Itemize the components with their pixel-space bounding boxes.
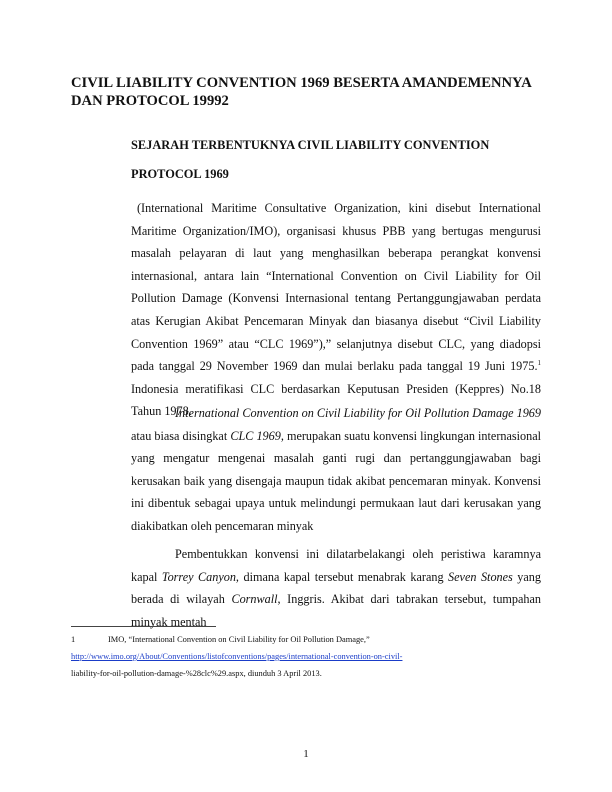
footnote-url-line bbox=[71, 648, 541, 665]
page-title: CIVIL LIABILITY CONVENTION 1969 BESERTA AMANDEMENNYA DAN PROTOCOL 19992 bbox=[71, 75, 531, 109]
paragraph-3-text-3: yang berada di wilayah bbox=[131, 569, 541, 607]
paragraph-2-text-1: atau biasa disingkat bbox=[131, 428, 231, 443]
paragraph-3-text-2: dimana kapal tersebut menabrak karang bbox=[238, 569, 449, 584]
footnote-citation-line bbox=[71, 631, 541, 648]
paragraph-2 bbox=[131, 402, 541, 538]
footnote-url-continuation: liability-for-oil-pollution-damage-%28clc%29.aspx, diunduh 3 April 2013. bbox=[71, 669, 322, 678]
subsection-heading: PROTOCOL 1969 bbox=[131, 167, 229, 181]
paragraph-1-text: (International Maritime Consultative Organization, kini disebut International Maritime Organization/IMO), organisasi khusus PBB yang bertugas mengurusi masalah pelayaran di laut yang menghasilkan beberapa perangkat konvensi internasional, antara lain “International Convention on Civil Liability for Oil Pollution Damage (Konvensi Internasional tentang Pertanggungjawaban perdata atas Kerugian Akibat Pencemaran Minyak dan biasanya disebut “Civil Liability Convention 1969” atau “CLC 1969”),” selanjutnya disebut CLC, yang diadopsi pada tanggal 29 November 1969 dan mulai berlaku pada tanggal 19 Juni 1975. bbox=[131, 201, 541, 374]
place-name-italic: Cornwall bbox=[231, 592, 278, 607]
paragraph-1 bbox=[131, 197, 541, 423]
page-number: 1 bbox=[303, 748, 309, 760]
footnote-number: 1 bbox=[71, 635, 76, 644]
section-heading: SEJARAH TERBENTUKNYA CIVIL LIABILITY CONVENTION bbox=[131, 138, 490, 152]
footnote bbox=[71, 631, 541, 682]
footnote-link[interactable]: http://www.imo.org/About/Conventions/listofconventions/pages/international-convention-on-civil- bbox=[71, 652, 403, 661]
footnote-citation: IMO, “International Convention on Civil Liability for Oil Pollution Damage,” bbox=[108, 635, 370, 644]
footnote-reference[interactable]: 1 bbox=[537, 359, 541, 368]
convention-name-italic: International Convention on Civil Liability for Oil Pollution Damage 1969 bbox=[175, 406, 541, 420]
paragraph-2-text-2: merupakan suatu konvensi lingkungan internasional yang mengatur mengenai masalah ganti rugi dan pertanggungjawaban bagi kerusakan baik yang disengaja maupun tidak akibat pencemaran minyak. Konvensi ini dibentuk sebagai upaya untuk melindungi permukaan laut dari kerusakan yang diakibatkan oleh pencemaran minyak bbox=[131, 428, 541, 533]
reef-name-italic: Seven Stones bbox=[448, 569, 513, 584]
ship-name-italic: Torrey Canyon, bbox=[161, 569, 239, 584]
paragraph-3-text-1: Pembentukkan konvensi ini dilatarbelakangi oleh peristiwa karamnya kapal bbox=[131, 547, 541, 584]
footnote-divider bbox=[71, 626, 216, 627]
paragraph-3-text-4: , Inggris. Akibat dari tabrakan tersebut, tumpahan minyak mentah bbox=[131, 592, 541, 629]
paragraph-3 bbox=[131, 543, 541, 633]
paragraph-1-text-after: Indonesia meratifikasi CLC berdasarkan Keputusan Presiden (Keppres) No.18 Tahun 1978. bbox=[131, 381, 541, 419]
convention-abbrev-italic: CLC 1969, bbox=[230, 428, 284, 443]
